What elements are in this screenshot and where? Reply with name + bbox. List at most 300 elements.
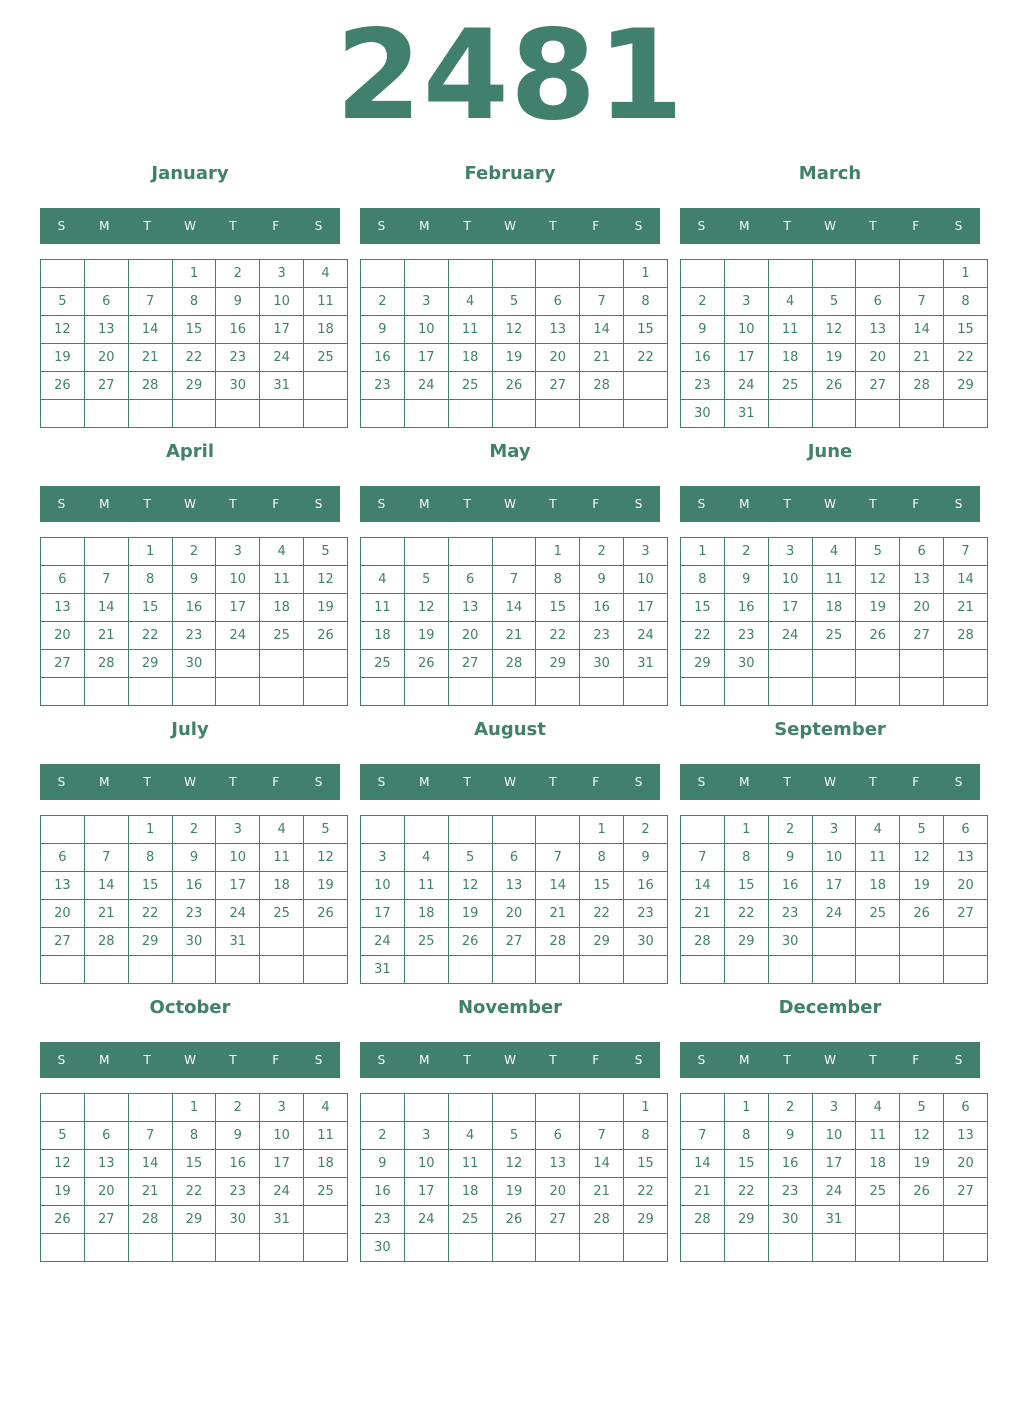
day-cell: 21 — [580, 1178, 624, 1206]
day-cell — [681, 1234, 725, 1262]
day-cell: 18 — [448, 1178, 492, 1206]
day-cell: 29 — [624, 1206, 668, 1234]
weekday-label: M — [99, 219, 110, 233]
day-cell: 29 — [580, 928, 624, 956]
day-cell: 21 — [681, 1178, 725, 1206]
day-cell — [404, 400, 448, 428]
day-cell: 20 — [84, 344, 128, 372]
weekday-label: S — [314, 775, 323, 789]
month-name: November — [457, 997, 563, 1018]
day-cell: 9 — [172, 844, 216, 872]
day-cell — [41, 1094, 85, 1122]
day-cell: 22 — [172, 344, 216, 372]
day-cell: 11 — [768, 316, 812, 344]
day-cell — [580, 260, 624, 288]
weekday-header — [360, 764, 660, 800]
day-cell: 13 — [84, 316, 128, 344]
weekday-label: T — [229, 1053, 237, 1067]
day-cell: 13 — [856, 316, 900, 344]
weekday-header — [680, 208, 980, 244]
day-cell — [216, 650, 260, 678]
day-cell: 2 — [580, 538, 624, 566]
day-cell: 7 — [681, 844, 725, 872]
weekday-label: S — [57, 775, 66, 789]
day-cell: 30 — [172, 650, 216, 678]
day-cell: 30 — [768, 928, 812, 956]
week-row — [681, 956, 988, 984]
day-cell: 12 — [900, 1122, 944, 1150]
day-cell: 27 — [84, 372, 128, 400]
day-cell — [624, 372, 668, 400]
weekday-label: W — [184, 775, 196, 789]
weekday-label: T — [463, 219, 471, 233]
day-cell: 28 — [128, 1206, 172, 1234]
day-cell: 21 — [580, 344, 624, 372]
day-cell: 17 — [404, 1178, 448, 1206]
day-cell: 12 — [856, 566, 900, 594]
week-row — [41, 316, 348, 344]
day-cell: 25 — [404, 928, 448, 956]
day-cell: 9 — [768, 1122, 812, 1150]
day-cell: 4 — [812, 538, 856, 566]
week-row — [681, 316, 988, 344]
day-cell — [404, 538, 448, 566]
day-cell — [492, 538, 536, 566]
day-cell: 12 — [900, 844, 944, 872]
day-cell: 23 — [172, 622, 216, 650]
day-cell: 17 — [216, 594, 260, 622]
day-cell — [856, 678, 900, 706]
day-cell — [304, 928, 348, 956]
day-cell: 18 — [768, 344, 812, 372]
day-cell — [812, 1234, 856, 1262]
day-cell — [128, 678, 172, 706]
day-cell: 15 — [624, 316, 668, 344]
day-cell — [580, 956, 624, 984]
day-cell: 9 — [724, 566, 768, 594]
day-cell: 13 — [492, 872, 536, 900]
week-row — [361, 594, 668, 622]
day-cell: 27 — [448, 650, 492, 678]
weekday-label: T — [549, 497, 557, 511]
weekday-header — [40, 208, 340, 244]
day-cell: 6 — [900, 538, 944, 566]
day-cell: 22 — [536, 622, 580, 650]
day-cell: 21 — [681, 900, 725, 928]
day-cell: 24 — [260, 344, 304, 372]
day-grid — [680, 1093, 988, 1262]
day-cell: 24 — [768, 622, 812, 650]
weekday-header — [360, 1042, 660, 1078]
day-grid — [40, 815, 348, 984]
day-cell: 2 — [361, 1122, 405, 1150]
weekday-label: M — [739, 219, 750, 233]
day-cell: 25 — [856, 1178, 900, 1206]
day-cell: 3 — [216, 538, 260, 566]
day-cell: 31 — [260, 1206, 304, 1234]
week-row — [41, 1150, 348, 1178]
weekday-label: S — [314, 1053, 323, 1067]
day-cell: 17 — [404, 344, 448, 372]
day-cell — [812, 400, 856, 428]
day-cell — [536, 260, 580, 288]
week-row — [41, 1206, 348, 1234]
day-cell: 5 — [492, 288, 536, 316]
day-cell: 5 — [492, 1122, 536, 1150]
day-cell: 10 — [260, 1122, 304, 1150]
day-cell: 26 — [856, 622, 900, 650]
day-cell: 5 — [448, 844, 492, 872]
day-cell: 29 — [944, 372, 988, 400]
day-cell: 7 — [128, 1122, 172, 1150]
week-row — [41, 816, 348, 844]
month-name: March — [798, 163, 862, 184]
day-cell: 6 — [84, 1122, 128, 1150]
day-cell: 14 — [128, 316, 172, 344]
weekday-label: S — [954, 775, 963, 789]
week-row — [681, 538, 988, 566]
day-cell: 30 — [681, 400, 725, 428]
day-cell — [681, 956, 725, 984]
day-cell — [492, 1094, 536, 1122]
day-cell — [492, 260, 536, 288]
day-cell: 29 — [172, 1206, 216, 1234]
week-row — [681, 650, 988, 678]
day-cell: 8 — [172, 1122, 216, 1150]
weekday-label: S — [377, 775, 386, 789]
day-cell — [681, 678, 725, 706]
weekday-label: T — [229, 219, 237, 233]
day-cell: 15 — [944, 316, 988, 344]
week-row — [41, 594, 348, 622]
day-cell: 2 — [216, 1094, 260, 1122]
day-cell: 12 — [404, 594, 448, 622]
day-cell — [260, 1234, 304, 1262]
day-cell: 4 — [856, 816, 900, 844]
day-cell — [944, 400, 988, 428]
week-row — [361, 1178, 668, 1206]
day-grid — [680, 815, 988, 984]
month-name: August — [474, 719, 546, 740]
day-cell: 17 — [812, 872, 856, 900]
day-cell: 11 — [260, 844, 304, 872]
day-cell: 22 — [624, 344, 668, 372]
weekday-label: S — [697, 775, 706, 789]
day-cell: 9 — [361, 1150, 405, 1178]
day-cell: 21 — [536, 900, 580, 928]
weekday-label: T — [549, 775, 557, 789]
week-row — [361, 928, 668, 956]
day-cell — [41, 538, 85, 566]
week-row — [41, 372, 348, 400]
day-cell: 25 — [768, 372, 812, 400]
weekday-label: T — [783, 497, 791, 511]
week-row — [681, 1206, 988, 1234]
day-cell: 17 — [724, 344, 768, 372]
weekday-label: W — [184, 219, 196, 233]
day-cell: 26 — [304, 900, 348, 928]
day-cell: 15 — [624, 1150, 668, 1178]
day-cell: 7 — [536, 844, 580, 872]
day-cell: 6 — [492, 844, 536, 872]
day-cell: 28 — [492, 650, 536, 678]
day-cell — [260, 928, 304, 956]
day-cell — [944, 928, 988, 956]
day-cell: 24 — [404, 1206, 448, 1234]
week-row — [41, 844, 348, 872]
day-cell — [361, 678, 405, 706]
day-cell: 31 — [724, 400, 768, 428]
weekday-label: T — [143, 775, 151, 789]
day-cell — [536, 400, 580, 428]
day-cell: 30 — [624, 928, 668, 956]
day-cell: 12 — [812, 316, 856, 344]
day-grid — [40, 537, 348, 706]
week-row — [41, 872, 348, 900]
day-cell — [900, 650, 944, 678]
day-cell: 8 — [724, 1122, 768, 1150]
day-cell: 3 — [812, 816, 856, 844]
day-cell: 1 — [128, 816, 172, 844]
day-cell: 8 — [128, 566, 172, 594]
day-cell: 28 — [580, 1206, 624, 1234]
day-cell — [812, 260, 856, 288]
day-cell: 28 — [681, 1206, 725, 1234]
day-cell: 3 — [216, 816, 260, 844]
day-cell — [856, 1206, 900, 1234]
day-cell: 28 — [536, 928, 580, 956]
day-cell: 22 — [128, 900, 172, 928]
day-cell: 25 — [856, 900, 900, 928]
weekday-label: T — [549, 219, 557, 233]
day-cell: 3 — [260, 260, 304, 288]
day-cell: 15 — [128, 872, 172, 900]
day-cell: 13 — [900, 566, 944, 594]
day-cell: 5 — [41, 288, 85, 316]
day-cell: 1 — [624, 1094, 668, 1122]
week-row — [361, 900, 668, 928]
day-cell — [492, 1234, 536, 1262]
day-cell: 14 — [681, 1150, 725, 1178]
day-cell: 28 — [84, 650, 128, 678]
day-cell: 19 — [41, 1178, 85, 1206]
day-cell: 19 — [900, 872, 944, 900]
day-cell: 1 — [536, 538, 580, 566]
day-cell — [84, 400, 128, 428]
day-cell — [304, 1234, 348, 1262]
day-cell: 2 — [624, 816, 668, 844]
day-cell: 19 — [492, 344, 536, 372]
day-cell — [900, 1234, 944, 1262]
day-cell: 14 — [84, 594, 128, 622]
day-cell — [900, 956, 944, 984]
day-grid — [40, 259, 348, 428]
day-cell — [624, 1234, 668, 1262]
day-cell — [580, 400, 624, 428]
day-cell: 4 — [304, 260, 348, 288]
day-cell: 18 — [448, 344, 492, 372]
day-cell — [448, 400, 492, 428]
day-cell: 13 — [944, 1122, 988, 1150]
week-row — [681, 928, 988, 956]
month-name: October — [149, 997, 231, 1018]
day-cell: 4 — [448, 288, 492, 316]
day-cell — [812, 678, 856, 706]
day-cell: 22 — [724, 1178, 768, 1206]
day-cell: 18 — [304, 1150, 348, 1178]
day-cell: 28 — [84, 928, 128, 956]
day-cell: 10 — [624, 566, 668, 594]
day-cell: 25 — [304, 1178, 348, 1206]
day-cell: 24 — [361, 928, 405, 956]
week-row — [361, 288, 668, 316]
day-cell — [128, 1094, 172, 1122]
day-cell: 20 — [944, 1150, 988, 1178]
day-cell: 26 — [41, 372, 85, 400]
weekday-label: S — [634, 775, 643, 789]
day-grid — [680, 259, 988, 428]
day-cell: 30 — [724, 650, 768, 678]
month-name: April — [165, 441, 215, 462]
day-cell — [681, 816, 725, 844]
day-cell: 21 — [84, 900, 128, 928]
day-cell — [536, 678, 580, 706]
day-cell: 21 — [84, 622, 128, 650]
weekday-label: W — [824, 775, 836, 789]
weekday-label: T — [783, 1053, 791, 1067]
day-cell — [856, 260, 900, 288]
day-cell — [492, 956, 536, 984]
day-cell — [681, 260, 725, 288]
month-name: January — [151, 163, 229, 184]
day-cell: 29 — [724, 928, 768, 956]
week-row — [681, 622, 988, 650]
day-cell — [172, 956, 216, 984]
day-cell: 20 — [448, 622, 492, 650]
weekday-label: F — [912, 775, 920, 789]
day-cell: 14 — [944, 566, 988, 594]
week-row — [361, 260, 668, 288]
day-cell: 1 — [624, 260, 668, 288]
day-cell: 16 — [172, 872, 216, 900]
day-cell: 23 — [768, 1178, 812, 1206]
day-cell — [492, 678, 536, 706]
day-cell — [856, 1234, 900, 1262]
day-cell — [216, 400, 260, 428]
day-cell: 19 — [41, 344, 85, 372]
day-cell: 7 — [492, 566, 536, 594]
day-cell — [448, 538, 492, 566]
day-cell: 8 — [172, 288, 216, 316]
day-cell: 16 — [216, 1150, 260, 1178]
day-cell: 5 — [304, 538, 348, 566]
day-cell — [448, 816, 492, 844]
weekday-label: T — [783, 219, 791, 233]
day-cell: 23 — [172, 900, 216, 928]
day-cell — [361, 538, 405, 566]
day-cell — [492, 816, 536, 844]
weekday-label: W — [824, 1053, 836, 1067]
day-cell — [768, 956, 812, 984]
day-cell — [404, 678, 448, 706]
weekday-label: F — [592, 775, 600, 789]
weekday-header — [40, 764, 340, 800]
day-cell: 26 — [812, 372, 856, 400]
week-row — [361, 316, 668, 344]
weekday-label: T — [783, 775, 791, 789]
week-row — [41, 900, 348, 928]
day-cell: 11 — [361, 594, 405, 622]
day-cell — [404, 1234, 448, 1262]
day-cell: 23 — [624, 900, 668, 928]
weekday-label: F — [912, 1053, 920, 1067]
day-cell: 9 — [768, 844, 812, 872]
day-cell — [944, 650, 988, 678]
day-cell: 24 — [216, 622, 260, 650]
day-cell: 23 — [681, 372, 725, 400]
week-row — [41, 260, 348, 288]
day-cell: 31 — [216, 928, 260, 956]
day-cell: 5 — [812, 288, 856, 316]
day-cell: 21 — [492, 622, 536, 650]
day-cell: 17 — [768, 594, 812, 622]
day-cell — [84, 816, 128, 844]
weekday-header — [680, 486, 980, 522]
day-cell: 14 — [580, 1150, 624, 1178]
day-cell: 26 — [492, 1206, 536, 1234]
day-cell: 23 — [361, 1206, 405, 1234]
week-row — [681, 260, 988, 288]
day-cell: 10 — [812, 1122, 856, 1150]
week-row — [681, 678, 988, 706]
day-cell: 2 — [768, 1094, 812, 1122]
day-cell — [260, 956, 304, 984]
day-cell: 31 — [624, 650, 668, 678]
weekday-label: F — [272, 219, 280, 233]
day-cell: 4 — [404, 844, 448, 872]
day-cell: 13 — [41, 594, 85, 622]
weekday-label: F — [272, 775, 280, 789]
day-cell — [304, 650, 348, 678]
weekday-label: F — [272, 497, 280, 511]
day-cell — [944, 1234, 988, 1262]
week-row — [681, 288, 988, 316]
day-grid — [40, 1093, 348, 1262]
day-cell: 6 — [856, 288, 900, 316]
day-cell — [448, 956, 492, 984]
day-cell: 6 — [41, 566, 85, 594]
day-cell: 21 — [944, 594, 988, 622]
day-cell: 9 — [361, 316, 405, 344]
day-cell: 25 — [361, 650, 405, 678]
day-cell: 10 — [404, 316, 448, 344]
month-name: February — [464, 163, 556, 184]
weekday-label: W — [824, 497, 836, 511]
day-cell: 8 — [580, 844, 624, 872]
day-cell: 16 — [580, 594, 624, 622]
day-cell: 1 — [681, 538, 725, 566]
day-cell: 9 — [624, 844, 668, 872]
day-cell: 7 — [128, 288, 172, 316]
week-row — [41, 678, 348, 706]
weekday-label: S — [634, 1053, 643, 1067]
day-cell: 31 — [260, 372, 304, 400]
day-cell: 19 — [304, 594, 348, 622]
day-cell: 16 — [361, 1178, 405, 1206]
week-row — [41, 650, 348, 678]
weekday-label: S — [634, 219, 643, 233]
week-row — [361, 622, 668, 650]
